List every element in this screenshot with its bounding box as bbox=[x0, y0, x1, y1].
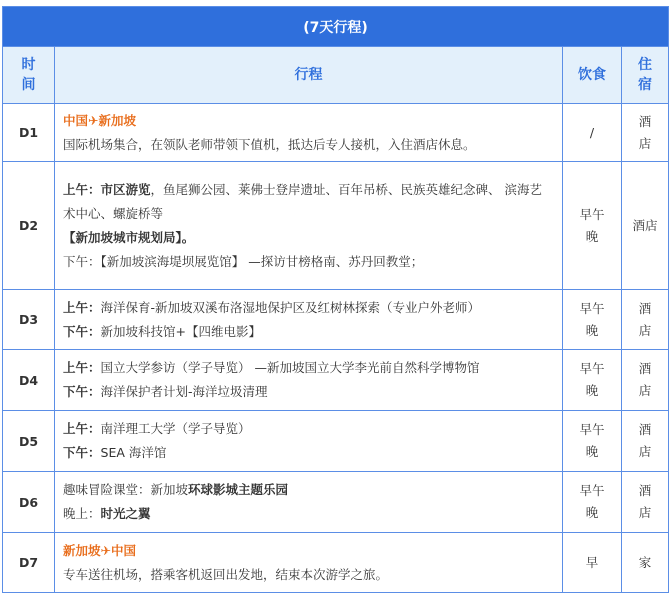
meal-cell: 早午晚 bbox=[563, 350, 622, 411]
day-cell: D2 bbox=[3, 162, 55, 290]
meal-cell: 早午晚 bbox=[563, 162, 622, 290]
meal-cell: 早午晚 bbox=[563, 472, 622, 533]
program-cell bbox=[55, 104, 563, 162]
stay-cell: 酒店 bbox=[622, 350, 669, 411]
table-row bbox=[3, 162, 669, 290]
evening-line: 晚上：时光之翼 bbox=[63, 506, 151, 521]
afternoon-line: 下午：SEA 海洋馆 bbox=[63, 445, 167, 460]
table-header-row bbox=[3, 47, 669, 104]
program-cell bbox=[55, 350, 563, 411]
itinerary-table bbox=[2, 6, 669, 593]
program-cell bbox=[55, 290, 563, 350]
itinerary-container bbox=[2, 6, 668, 593]
table-title: (7天行程) bbox=[3, 7, 669, 47]
day-cell: D5 bbox=[3, 411, 55, 472]
table-row bbox=[3, 533, 669, 593]
stay-cell: 酒店 bbox=[622, 472, 669, 533]
morning-highlight: 市区游览 bbox=[100, 181, 151, 197]
stay-cell: 酒店 bbox=[622, 411, 669, 472]
afternoon-line: 下午：海洋保护者计划-海洋垃圾清理 bbox=[63, 384, 268, 399]
afternoon-line: 下午：【新加坡滨海堤坝展览馆】 —探访甘榜格南、苏丹回教堂； bbox=[63, 253, 424, 269]
day-cell: D6 bbox=[3, 472, 55, 533]
meal-cell: 早 bbox=[563, 533, 622, 593]
stay-cell: 家 bbox=[622, 533, 669, 593]
day-cell: D1 bbox=[3, 104, 55, 162]
stay-cell: 酒店 bbox=[622, 104, 669, 162]
program-cell bbox=[55, 533, 563, 593]
morning-line: 上午：南洋理工大学（学子导览） bbox=[63, 421, 251, 436]
program-text: 专车送往机场，搭乘客机返回出发地，结束本次游学之旅。 bbox=[63, 566, 389, 582]
morning-line: 上午：海洋保育-新加坡双溪布洛湿地保护区及红树林探索（专业户外老师） bbox=[63, 299, 481, 315]
table-row bbox=[3, 411, 669, 472]
meal-cell: 早午晚 bbox=[563, 411, 622, 472]
stay-cell: 酒店 bbox=[622, 162, 669, 290]
header-day: 时间 bbox=[3, 47, 55, 104]
program-cell bbox=[55, 472, 563, 533]
day-cell: D7 bbox=[3, 533, 55, 593]
table-row bbox=[3, 472, 669, 533]
header-stay: 住宿 bbox=[622, 47, 669, 104]
stay-cell: 酒店 bbox=[622, 290, 669, 350]
header-program: 行程 bbox=[55, 47, 563, 104]
route-heading: 新加坡✈中国 bbox=[63, 542, 136, 558]
morning-line bbox=[63, 178, 552, 226]
morning-text: ，鱼尾狮公园、莱佛士登岸遗址、百年吊桥、民族英雄纪念碑、 滨海艺术中心、螺旋桥等 bbox=[63, 181, 543, 221]
program-text: 国际机场集合，在领队老师带领下值机，抵达后专人接机，入住酒店休息。 bbox=[63, 136, 476, 152]
morning-line: 上午：国立大学参访（学子导览） —新加坡国立大学李光前自然科学博物馆 bbox=[63, 360, 480, 375]
table-row bbox=[3, 350, 669, 411]
table-title-row bbox=[3, 7, 669, 47]
activity-line: 趣味冒险课堂：新加坡环球影城主题乐园 bbox=[63, 482, 289, 497]
meal-cell: / bbox=[563, 104, 622, 162]
morning-label: 上午： bbox=[63, 181, 101, 197]
bold-line: 【新加坡城市规划局】。 bbox=[63, 229, 195, 245]
table-row bbox=[3, 104, 669, 162]
day-cell: D3 bbox=[3, 290, 55, 350]
route-heading: 中国✈新加坡 bbox=[63, 112, 136, 128]
header-meals: 饮食 bbox=[563, 47, 622, 104]
afternoon-line: 下午：新加坡科技馆+【四维电影】 bbox=[63, 323, 261, 339]
meal-cell: 早午晚 bbox=[563, 290, 622, 350]
program-cell bbox=[55, 411, 563, 472]
program-cell bbox=[55, 162, 563, 290]
day-cell: D4 bbox=[3, 350, 55, 411]
table-row bbox=[3, 290, 669, 350]
